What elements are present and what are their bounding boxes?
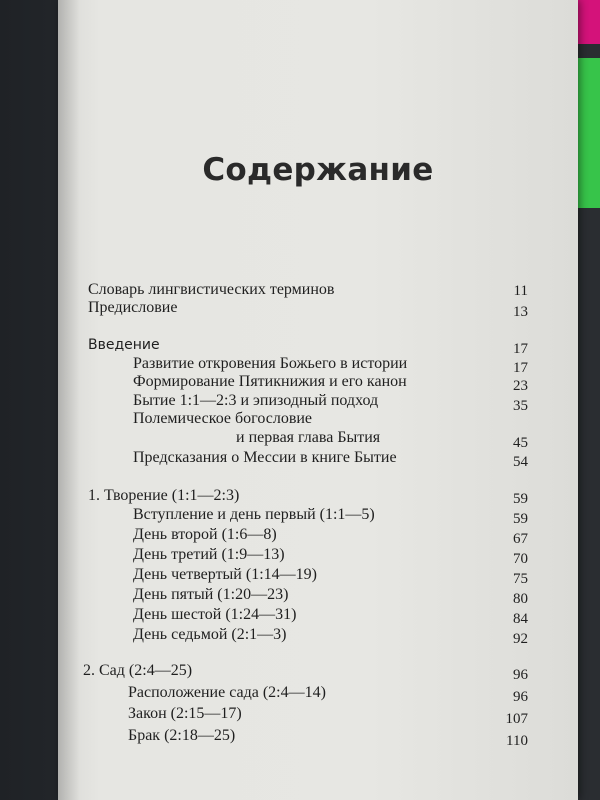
toc-entry-chapter: 1. Творение (1:1—2:3) xyxy=(88,487,240,504)
toc-page-number: 75 xyxy=(513,571,528,587)
toc-page-number: 23 xyxy=(513,378,528,394)
toc-entry-subsection: Бытие 1:1—2:3 и эпизодный подход xyxy=(133,392,379,409)
toc-page-number: 107 xyxy=(505,711,528,727)
toc-page-number: 110 xyxy=(506,733,528,749)
toc-entry-dictionary: Словарь лингвистических терминов xyxy=(88,281,335,298)
toc-entry-subsection: День шестой (1:24—31) xyxy=(133,606,297,623)
toc-entry-subsection: Брак (2:18—25) xyxy=(128,727,236,744)
toc-page-number: 92 xyxy=(513,631,528,647)
toc-page-number: 45 xyxy=(513,435,528,451)
toc-page-number: 17 xyxy=(513,341,528,357)
toc-page-number: 35 xyxy=(513,398,528,414)
toc-entry-preface: Предисловие xyxy=(88,299,178,316)
toc-entry-subsection: Полемическое богословие xyxy=(133,410,313,427)
toc-entry-subsection: День седьмой (2:1—3) xyxy=(133,626,287,643)
toc-entry-subsection: Развитие откровения Божьего в истории xyxy=(133,355,408,372)
toc-entry-introduction: Введение xyxy=(88,337,160,353)
toc-entry-subsection: Расположение сада (2:4—14) xyxy=(128,684,326,701)
toc-entry-subsection: Вступление и день первый (1:1—5) xyxy=(133,506,375,523)
toc-page-number: 96 xyxy=(513,689,528,705)
toc-page-number: 17 xyxy=(513,360,528,376)
toc-page-number: 54 xyxy=(513,454,528,470)
toc-page-number: 70 xyxy=(513,551,528,567)
toc-page-number: 67 xyxy=(513,531,528,547)
toc-entry-subsection: Формирование Пятикнижия и его канон xyxy=(133,373,407,390)
toc-entry-chapter: 2. Сад (2:4—25) xyxy=(83,662,193,679)
toc-entry-subsection: Закон (2:15—17) xyxy=(128,705,242,722)
toc-entry-subsection: День четвертый (1:14—19) xyxy=(133,566,317,583)
toc-page-number: 13 xyxy=(513,304,528,320)
toc-page-number: 80 xyxy=(513,591,528,607)
toc-page-number: 84 xyxy=(513,611,528,627)
page-title: Содержание xyxy=(202,152,434,188)
toc-entry-subsection: День пятый (1:20—23) xyxy=(133,586,289,603)
toc-entry-subsection: День третий (1:9—13) xyxy=(133,546,285,563)
toc-entry-subsection: Предсказания о Мессии в книге Бытие xyxy=(133,449,397,466)
toc-entry-subsection: День второй (1:6—8) xyxy=(133,526,277,543)
toc-page-number: 59 xyxy=(513,491,528,507)
toc-entry-subsection-continuation: и первая глава Бытия xyxy=(236,429,381,446)
toc-page-number: 96 xyxy=(513,667,528,683)
toc-page-number: 59 xyxy=(513,511,528,527)
toc-page-number: 11 xyxy=(513,283,528,299)
